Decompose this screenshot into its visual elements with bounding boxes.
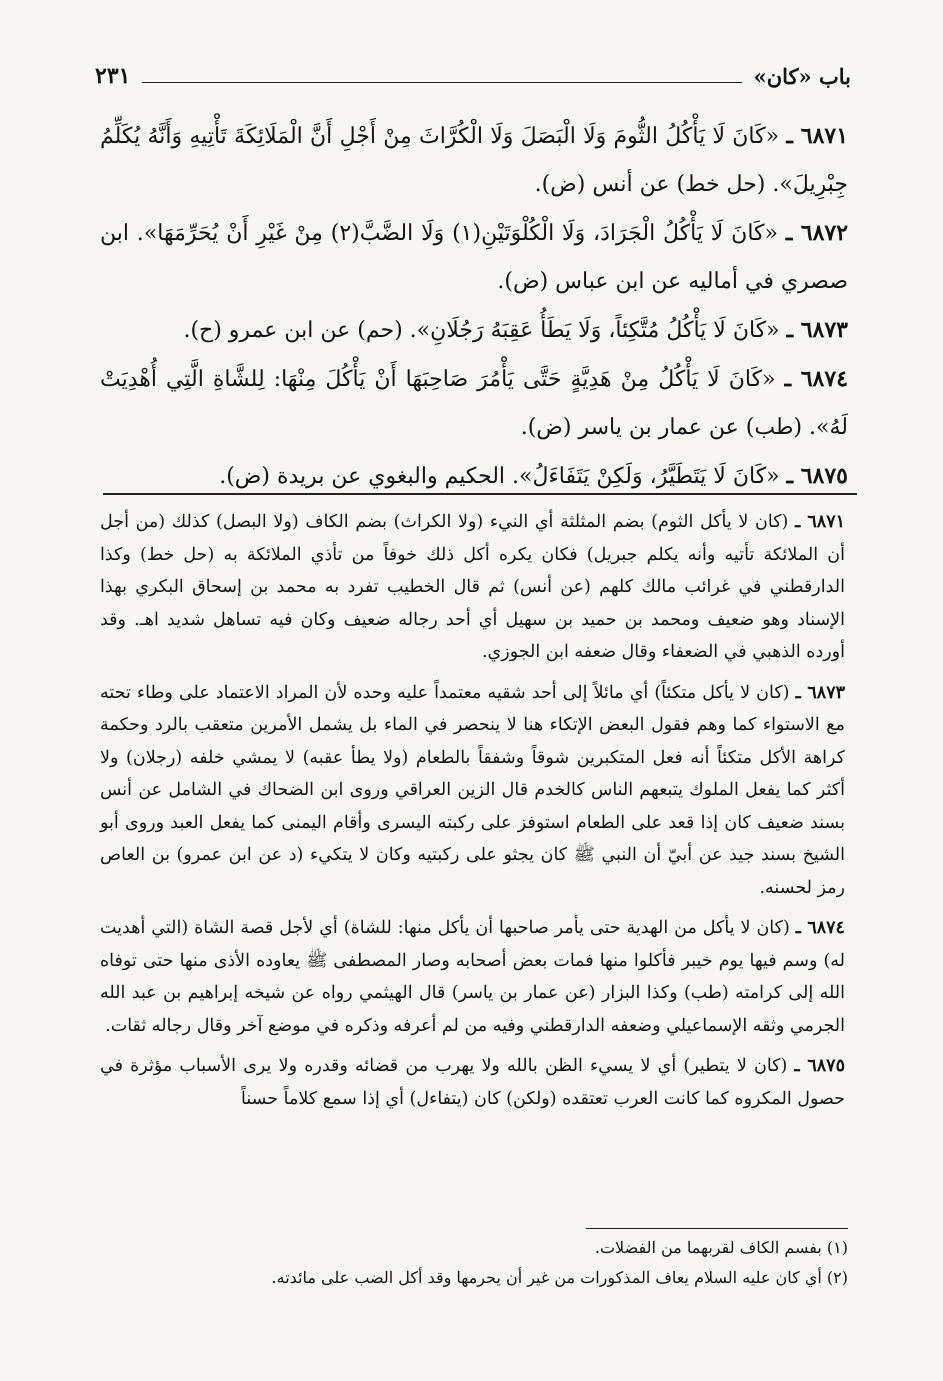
section-divider [103, 493, 857, 495]
hadith-item [100, 112, 848, 209]
hadith-text: «كَانَ لَا يَتَطَيَّرُ، وَلَكِنْ يَتَفَاءَلُ» [519, 464, 780, 489]
chapter-title: باب «كان» [753, 63, 851, 89]
commentary-number: ٦٨٧٥ ـ [794, 1056, 845, 1076]
commentary-paragraph [100, 912, 845, 1042]
commentary-paragraph [100, 506, 845, 669]
commentary-number: ٦٨٧٣ ـ [795, 682, 845, 703]
hadith-item [100, 209, 848, 306]
commentary-section [100, 506, 845, 1123]
hadith-item [100, 355, 848, 452]
hadith-text: «كَانَ لَا يَأْكُلُ مُتَّكِئاً، وَلَا يَطَأُ عَقِبَهُ رَجُلَانِ» [416, 318, 780, 343]
hadith-text: «كَانَ لَا يَأْكُلُ الْجَرَادَ، وَلَا الْكُلْوَتَيْنِ(١) وَلَا الضَّبَّ(٢) مِنْ غَيْرِ أَنْ يُحَرِّمَهَا» [143, 221, 778, 246]
hadith-number: ٦٨٧٣ ـ [786, 317, 848, 343]
footnote: (٢) أي كان عليه السلام يعاف المذكورات من غير أن يحرمها وقد أكل الضب على مائدته. [271, 1268, 848, 1287]
hadith-number: ٦٨٧٤ ـ [784, 366, 848, 392]
hadith-number: ٦٨٧٥ ـ [786, 463, 848, 489]
commentary-text: (كان لا يأكل الثوم) بضم المثلثة أي النيء (ولا الكراث) بضم الكاف (ولا البصل) كذلك (من أجل أن الملائكة تأتيه وأنه يكلم جبريل) فكان يكره أكل ذلك خوفاً من تأذي الملائكة به (حل خط) وكذا الدارقطني في غرائب مالك كلهم (عن أنس) ثم قال الخطيب تفرد به محمد بن إسحاق البكري بهذا الإسناد وهو ضعيف ومحمد بن حميد بن سهيل أي أحد رجاله ضعيف وكان فيه تساهل شديد اهـ. وقد أورده الذهبي في الضعفاء وقال ضعفه ابن الجوزي. [100, 512, 845, 662]
hadith-text: «كَانَ لَا يَأْكُلُ الثُّومَ وَلَا الْبَصَلَ وَلَا الْكُرَّاثَ مِنْ أَجْلِ أَنَّ الْمَلَائِكَةَ تَأْتِيهِ وَأَنَّهُ يُكَلِّمُ جِبْرِيلَ» [100, 124, 848, 197]
commentary-paragraph [100, 1050, 845, 1115]
footnote-divider [586, 1228, 848, 1229]
commentary-number: ٦٨٧١ ـ [795, 512, 845, 532]
hadith-item [100, 306, 848, 355]
page-number: ٢٣١ [95, 63, 131, 89]
hadith-list [100, 112, 848, 501]
commentary-paragraph [100, 677, 845, 905]
commentary-text: (كان لا يأكل متكئاً) أي مائلاً إلى أحد شقيه معتمداً عليه وحده لأن المراد الاعتماد على وطاء تحته مع الاستواء كما وهم فقول البعض الإتكاء هنا لا ينحصر في الماء بل يشمل الأمرين متعقب بالرد وحكمة كراهة الأكل متكئاً أنه فعل المتكبرين شوقاً وشفقاً بالطعام (ولا يطأ عقبه) لا يمشي خلفه (رجلان) ولا أكثر كما يفعل الملوك يتبعهم الناس كالخدم قال الزين العراقي وروى ابن الضحاك في الشامل عن أنس بسند ضعيف كان إذا قعد على الطعام استوفز على ركبته اليسرى وأقام اليمنى كما يفعل العبد وروى أبو الشيخ بسند جيد عن أبيّ أن النبي ﷺ كان يجثو على ركبتيه وكان لا يتكيء (د عن ابن عمرو) بن العاص رمز لحسنه. [100, 682, 845, 898]
hadith-number: ٦٨٧١ ـ [786, 123, 849, 149]
hadith-number: ٦٨٧٢ ـ [785, 220, 849, 246]
hadith-source: . الحكيم والبغوي عن بريدة (ض). [219, 464, 520, 489]
commentary-number: ٦٨٧٤ ـ [795, 918, 845, 938]
header-rule [142, 82, 741, 83]
page-header [95, 56, 851, 96]
commentary-text: (كان لا يأكل من الهدية حتى يأمر صاحبها أن يأكل منها: للشاة) أي لأجل قصة الشاة (التي أهديت له) وسم فيها يوم خيبر فأكلوا منها فمات بعض أصحابه وصار المصطفى ﷺ يعاوده الأذى منها حتى توفاه الله إلى كرامته (طب) وكذا البزار (عن عمار بن ياسر) قال الهيثمي رواه عن شيخه إبراهيم بن عبد الله الجرمي وثقه الإسماعيلي وضعفه الدارقطني وفيه من لم أعرفه وذكره في موضع آخر وقال رجاله ثقات. [100, 918, 845, 1036]
hadith-text: «كَانَ لَا يَأْكُلُ مِنْ هَدِيَّةٍ حَتَّى يَأْمُرَ صَاحِبَهَا أَنْ يَأْكُلَ مِنْهَا: لِلشَّاةِ الَّتِي أُهْدِيَتْ لَهُ» [100, 367, 848, 440]
commentary-text: (كان لا يتطير) أي لا يسيء الظن بالله ولا يهرب من قضائه وقدره ولا يرى الأسباب مؤثرة في حصول المكروه كما كانت العرب تعتقده (ولكن) كان (يتفاءل) أي إذا سمع كلاماً حسناً [100, 1056, 845, 1109]
hadith-source: . ابن صصري في أماليه عن ابن عباس (ض). [100, 221, 848, 294]
hadith-source: . (حم) عن ابن عمرو (ح). [183, 318, 417, 343]
footnotes [100, 1233, 848, 1293]
hadith-source: . (طب) عن عمار بن ياسر (ض). [520, 415, 817, 440]
footnote: (١) بفسم الكاف لقربهما من الفضلات. [594, 1238, 848, 1257]
hadith-source: . (حل خط) عن أنس (ض). [534, 172, 780, 197]
